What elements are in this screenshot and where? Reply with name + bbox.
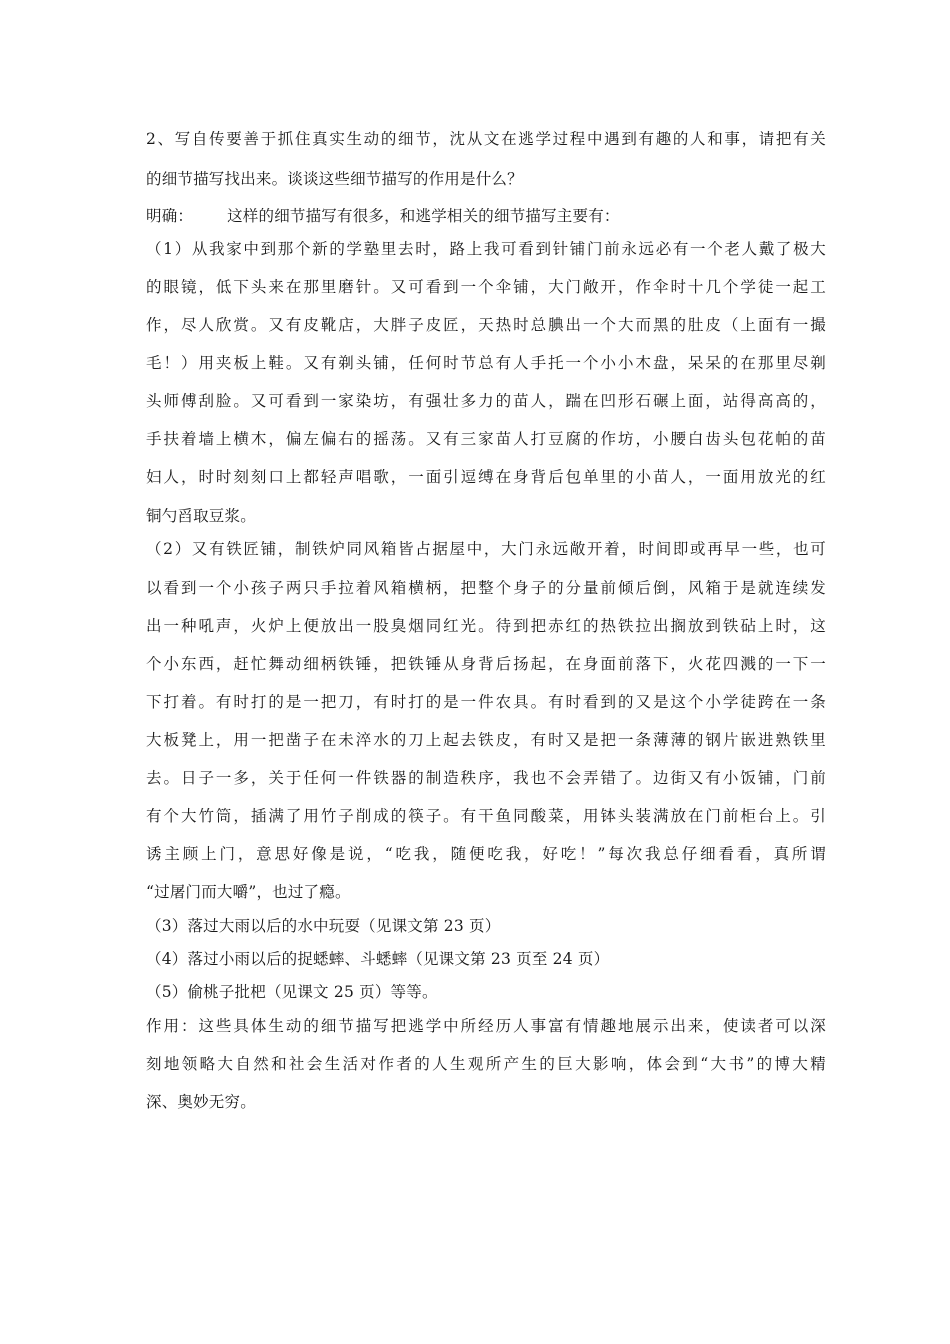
item2-line: 大板凳上，用一把凿子在未淬水的刀上起去铁皮，有时又是把一条薄薄的钢片嵌进熟铁里 [146,731,826,749]
item4: （4）落过小雨以后的捉蟋蟀、斗蟋蟀（见课文第 23 页至 24 页） [146,950,610,968]
item5: （5）偷桃子批杷（见课文 25 页）等等。 [146,983,438,1001]
item1-line: 铜勺舀取豆浆。 [146,507,256,525]
item1-line: 头师傅刮脸。又可看到一家染坊，有强壮多力的苗人，踹在凹形石碾上面，站得高高的， [146,392,826,410]
question-line-1: 2、写自传要善于抓住真实生动的细节，沈从文在逃学过程中遇到有趣的人和事，请把有关 [146,130,826,148]
item2-line: “过屠门而大嚼”，也过了瘾。 [146,883,351,901]
item2-line: 以看到一个小孩子两只手拉着风箱横柄，把整个身子的分量前倾后倒，风箱于是就连续发 [146,579,826,597]
effect-line: 作用：这些具体生动的细节描写把逃学中所经历人事富有情趣地展示出来，使读者可以深 [146,1017,826,1035]
answer-intro-text: 这样的细节描写有很多，和逃学相关的细节描写主要有： [227,207,620,225]
item1-line: 的眼镜，低下头来在那里磨针。又可看到一个伞铺，大门敞开，作伞时十几个学徒一起工 [146,278,826,296]
item2-line: 诱主顾上门，意思好像是说，“吃我，随便吃我，好吃！”每次我总仔细看看，真所谓 [146,845,826,863]
item1-line: 妇人，时时刻刻口上都轻声唱歌，一面引逗缚在身背后包单里的小苗人，一面用放光的红 [146,468,826,486]
item2-line: 有个大竹筒，插满了用竹子削成的筷子。有干鱼同酸菜，用钵头装满放在门前柜台上。引 [146,807,826,825]
item2-line: 出一种吼声，火炉上便放出一股臭烟同红光。待到把赤红的热铁拉出搁放到铁砧上时，这 [146,617,826,635]
item2-line: 个小东西，赶忙舞动细柄铁锤，把铁锤从身背后扬起，在身面前落下，火花四溅的一下一 [146,655,826,673]
item2-line: （2）又有铁匠铺，制铁炉同风箱皆占据屋中，大门永远敞开着，时间即或再早一些，也可 [146,540,826,558]
item3: （3）落过大雨以后的水中玩耍（见课文第 23 页） [146,917,501,935]
effect-line: 深、奥妙无穷。 [146,1093,256,1111]
item1-line: （1）从我家中到那个新的学塾里去时，路上我可看到针铺门前永远必有一个老人戴了极大 [146,240,826,258]
item1-line: 毛！）用夹板上鞋。又有剃头铺，任何时节总有人手托一个小小木盘，呆呆的在那里尽剃 [146,354,826,372]
answer-label: 明确： [146,207,194,225]
effect-line: 刻地领略大自然和社会生活对作者的人生观所产生的巨大影响，体会到“大书”的博大精 [146,1055,826,1073]
item2-line: 去。日子一多，关于任何一件铁器的制造秩序，我也不会弄错了。边街又有小饭铺，门前 [146,769,826,787]
answer-intro [146,206,826,226]
item2-line: 下打着。有时打的是一把刀，有时打的是一件农具。有时看到的又是这个小学徒跨在一条 [146,693,826,711]
item1-line: 作，尽人欣赏。又有皮靴店，大胖子皮匠，天热时总腆出一个大而黑的肚皮（上面有一撮 [146,316,826,334]
question-line-2: 的细节描写找出来。谈谈这些细节描写的作用是什么？ [146,170,523,188]
item1-line: 手扶着墙上横木，偏左偏右的摇荡。又有三家苗人打豆腐的作坊，小腰白齿头包花帕的苗 [146,430,826,448]
